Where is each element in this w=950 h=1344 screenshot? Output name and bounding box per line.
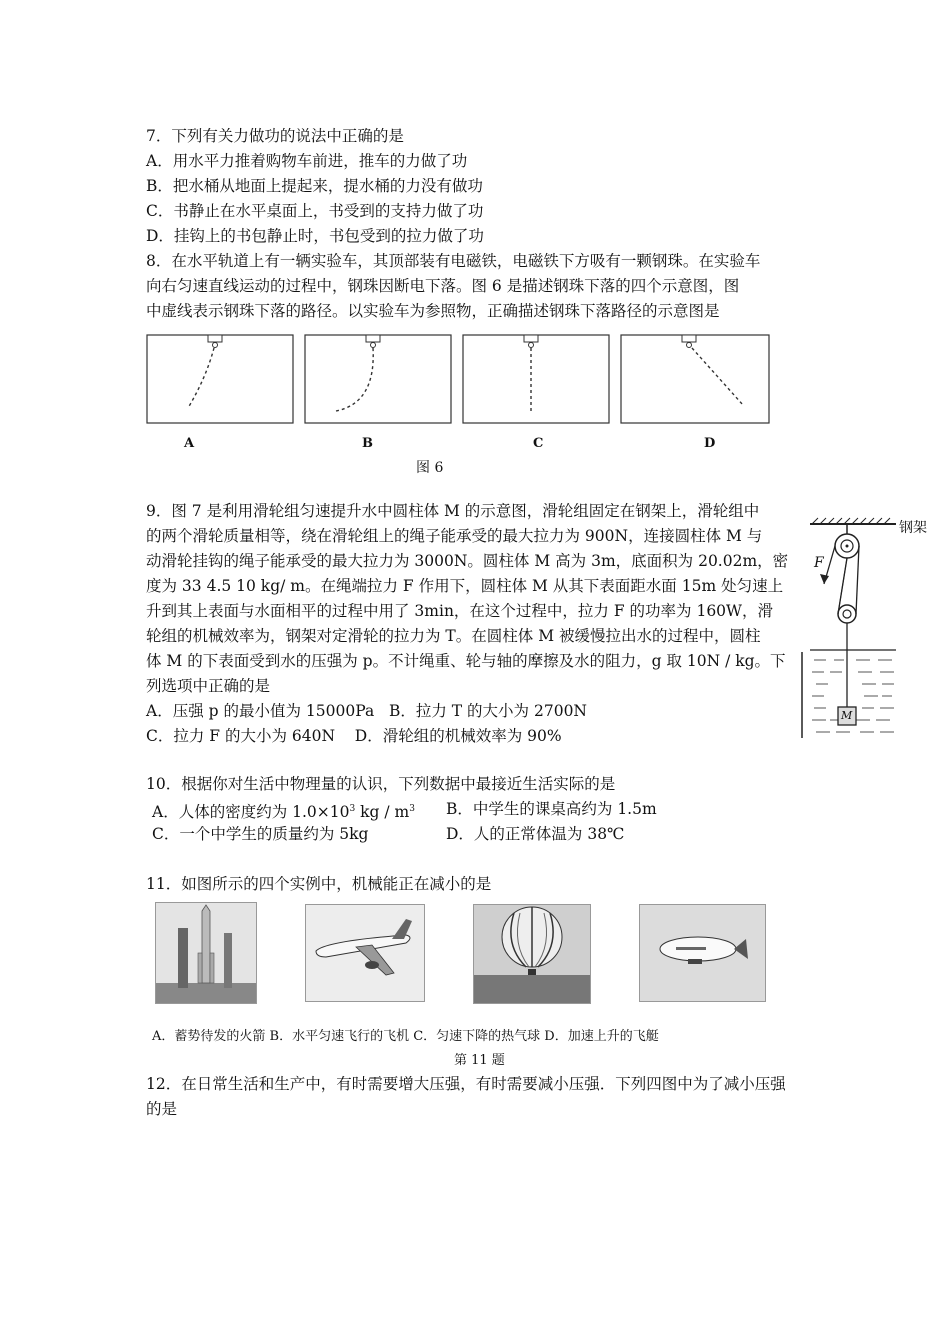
q7-stem: 7．下列有关力做功的说法中正确的是 [146, 127, 404, 145]
q12-line-1: 12．在日常生活和生产中，有时需要增大压强，有时需要减小压强．下列四图中为了减小压强 [146, 1075, 786, 1093]
q9-line-1: 9．图 7 是利用滑轮组匀速提升水中圆柱体 M 的示意图，滑轮组固定在钢架上，滑轮组中 [146, 502, 760, 520]
q9-option-b: B．拉力 T 的大小为 2700N [388, 702, 587, 720]
cylinder-m-label: M [841, 709, 853, 722]
q10-option-c: C．一个中学生的质量约为 5kg [152, 825, 369, 843]
rocket-photo [155, 902, 257, 1004]
q10-stem: 10．根据你对生活中物理量的认识，下列数据中最接近生活实际的是 [146, 775, 616, 793]
q9-line-7: 体 M 的下表面受到水的压强为 p。不计绳重、轮与轴的摩擦及水的阻力，g 取 10N / kg。下 [146, 652, 786, 670]
panel-a-label: A [184, 436, 195, 451]
q9-option-c: C．拉力 F 的大小为 640N [146, 727, 336, 745]
q7-option-a: A．用水平力推着购物车前进，推车的力做了功 [146, 152, 468, 170]
q9-option-d: D．滑轮组的机械效率为 90% [354, 727, 562, 745]
panel-d-diagram [621, 335, 769, 423]
q11-stem: 11．如图所示的四个实例中，机械能正在减小的是 [146, 875, 492, 893]
q9-line-6: 轮组的机械效率为，钢架对定滑轮的拉力为 T。在圆柱体 M 被缓慢拉出水的过程中，圆柱 [146, 627, 761, 645]
q10-option-a: A．人体的密度约为 $1.0\times 10^3$ kg / $m^3$ [152, 803, 415, 822]
q9-line-5: 升到其上表面与水面相平的过程中用了 3min，在这个过程中，拉力 F 的功率为 160W，滑 [146, 602, 773, 620]
steel-frame-label: 钢架 [899, 520, 927, 536]
q9-options-ab [146, 701, 587, 721]
q8-line-1: 8．在水平轨道上有一辆实验车，其顶部装有电磁铁，电磁铁下方吸有一颗钢珠。在实验车 [146, 252, 761, 270]
q12-line-2: 的是 [146, 1100, 178, 1118]
q7-option-c: C．书静止在水平桌面上，书受到的支持力做了功 [146, 202, 484, 220]
q8-line-3: 中虚线表示钢珠下落的路径。以实验车为参照物，正确描述钢珠下落路径的示意图是 [146, 302, 720, 320]
q9-option-a: A．压强 p 的最小值为 15000Pa [146, 702, 375, 720]
q10-option-d: D．人的正常体温为 38℃ [446, 825, 625, 843]
q7-option-b: B．把水桶从地面上提起来，提水桶的力没有做功 [146, 177, 483, 195]
q9-line-8: 列选项中正确的是 [146, 677, 271, 695]
q8-line-2: 向右匀速直线运动的过程中，钢珠因断电下落。图 6 是描述钢珠下落的四个示意图，图 [146, 277, 740, 295]
force-f-label: F [814, 555, 824, 571]
q11-image-captions: A．蓄势待发的火箭 B．水平匀速飞行的飞机 C．匀速下降的热气球 D．加速上升的飞艇 [152, 1029, 659, 1044]
panel-a-diagram [147, 335, 293, 423]
panel-b-diagram [305, 335, 451, 423]
pulley-diagram [800, 512, 950, 744]
panel-d-label: D [704, 436, 716, 451]
airship-photo [639, 904, 766, 1002]
panel-b-label: B [362, 436, 373, 451]
q9-line-4: 度为 33 4.5 10 kg/ m。在绳端拉力 F 作用下，圆柱体 M 从其下表面距水面 15m 处匀速上 [146, 577, 784, 595]
q7-option-d: D．挂钩上的书包静止时，书包受到的拉力做了功 [146, 227, 484, 245]
hot-air-balloon-photo [473, 904, 591, 1004]
airplane-photo [305, 904, 425, 1002]
q11-figure-caption: 第 11 题 [454, 1053, 505, 1068]
panel-c-label: C [533, 436, 544, 451]
q9-options-cd [146, 726, 562, 746]
q9-line-2: 的两个滑轮质量相等，绕在滑轮组上的绳子能承受的最大拉力为 900N，连接圆柱体 M 与 [146, 527, 763, 545]
q10-option-b: B．中学生的课桌高约为 1.5m [446, 800, 657, 818]
figure-6-panels [146, 333, 771, 428]
figure-6-caption: 图 6 [416, 460, 444, 476]
panel-c-diagram [463, 335, 609, 423]
q9-line-3: 动滑轮挂钩的绳子能承受的最大拉力为 3000N。圆柱体 M 高为 3m，底面积为 20.02m，密 [146, 552, 789, 570]
